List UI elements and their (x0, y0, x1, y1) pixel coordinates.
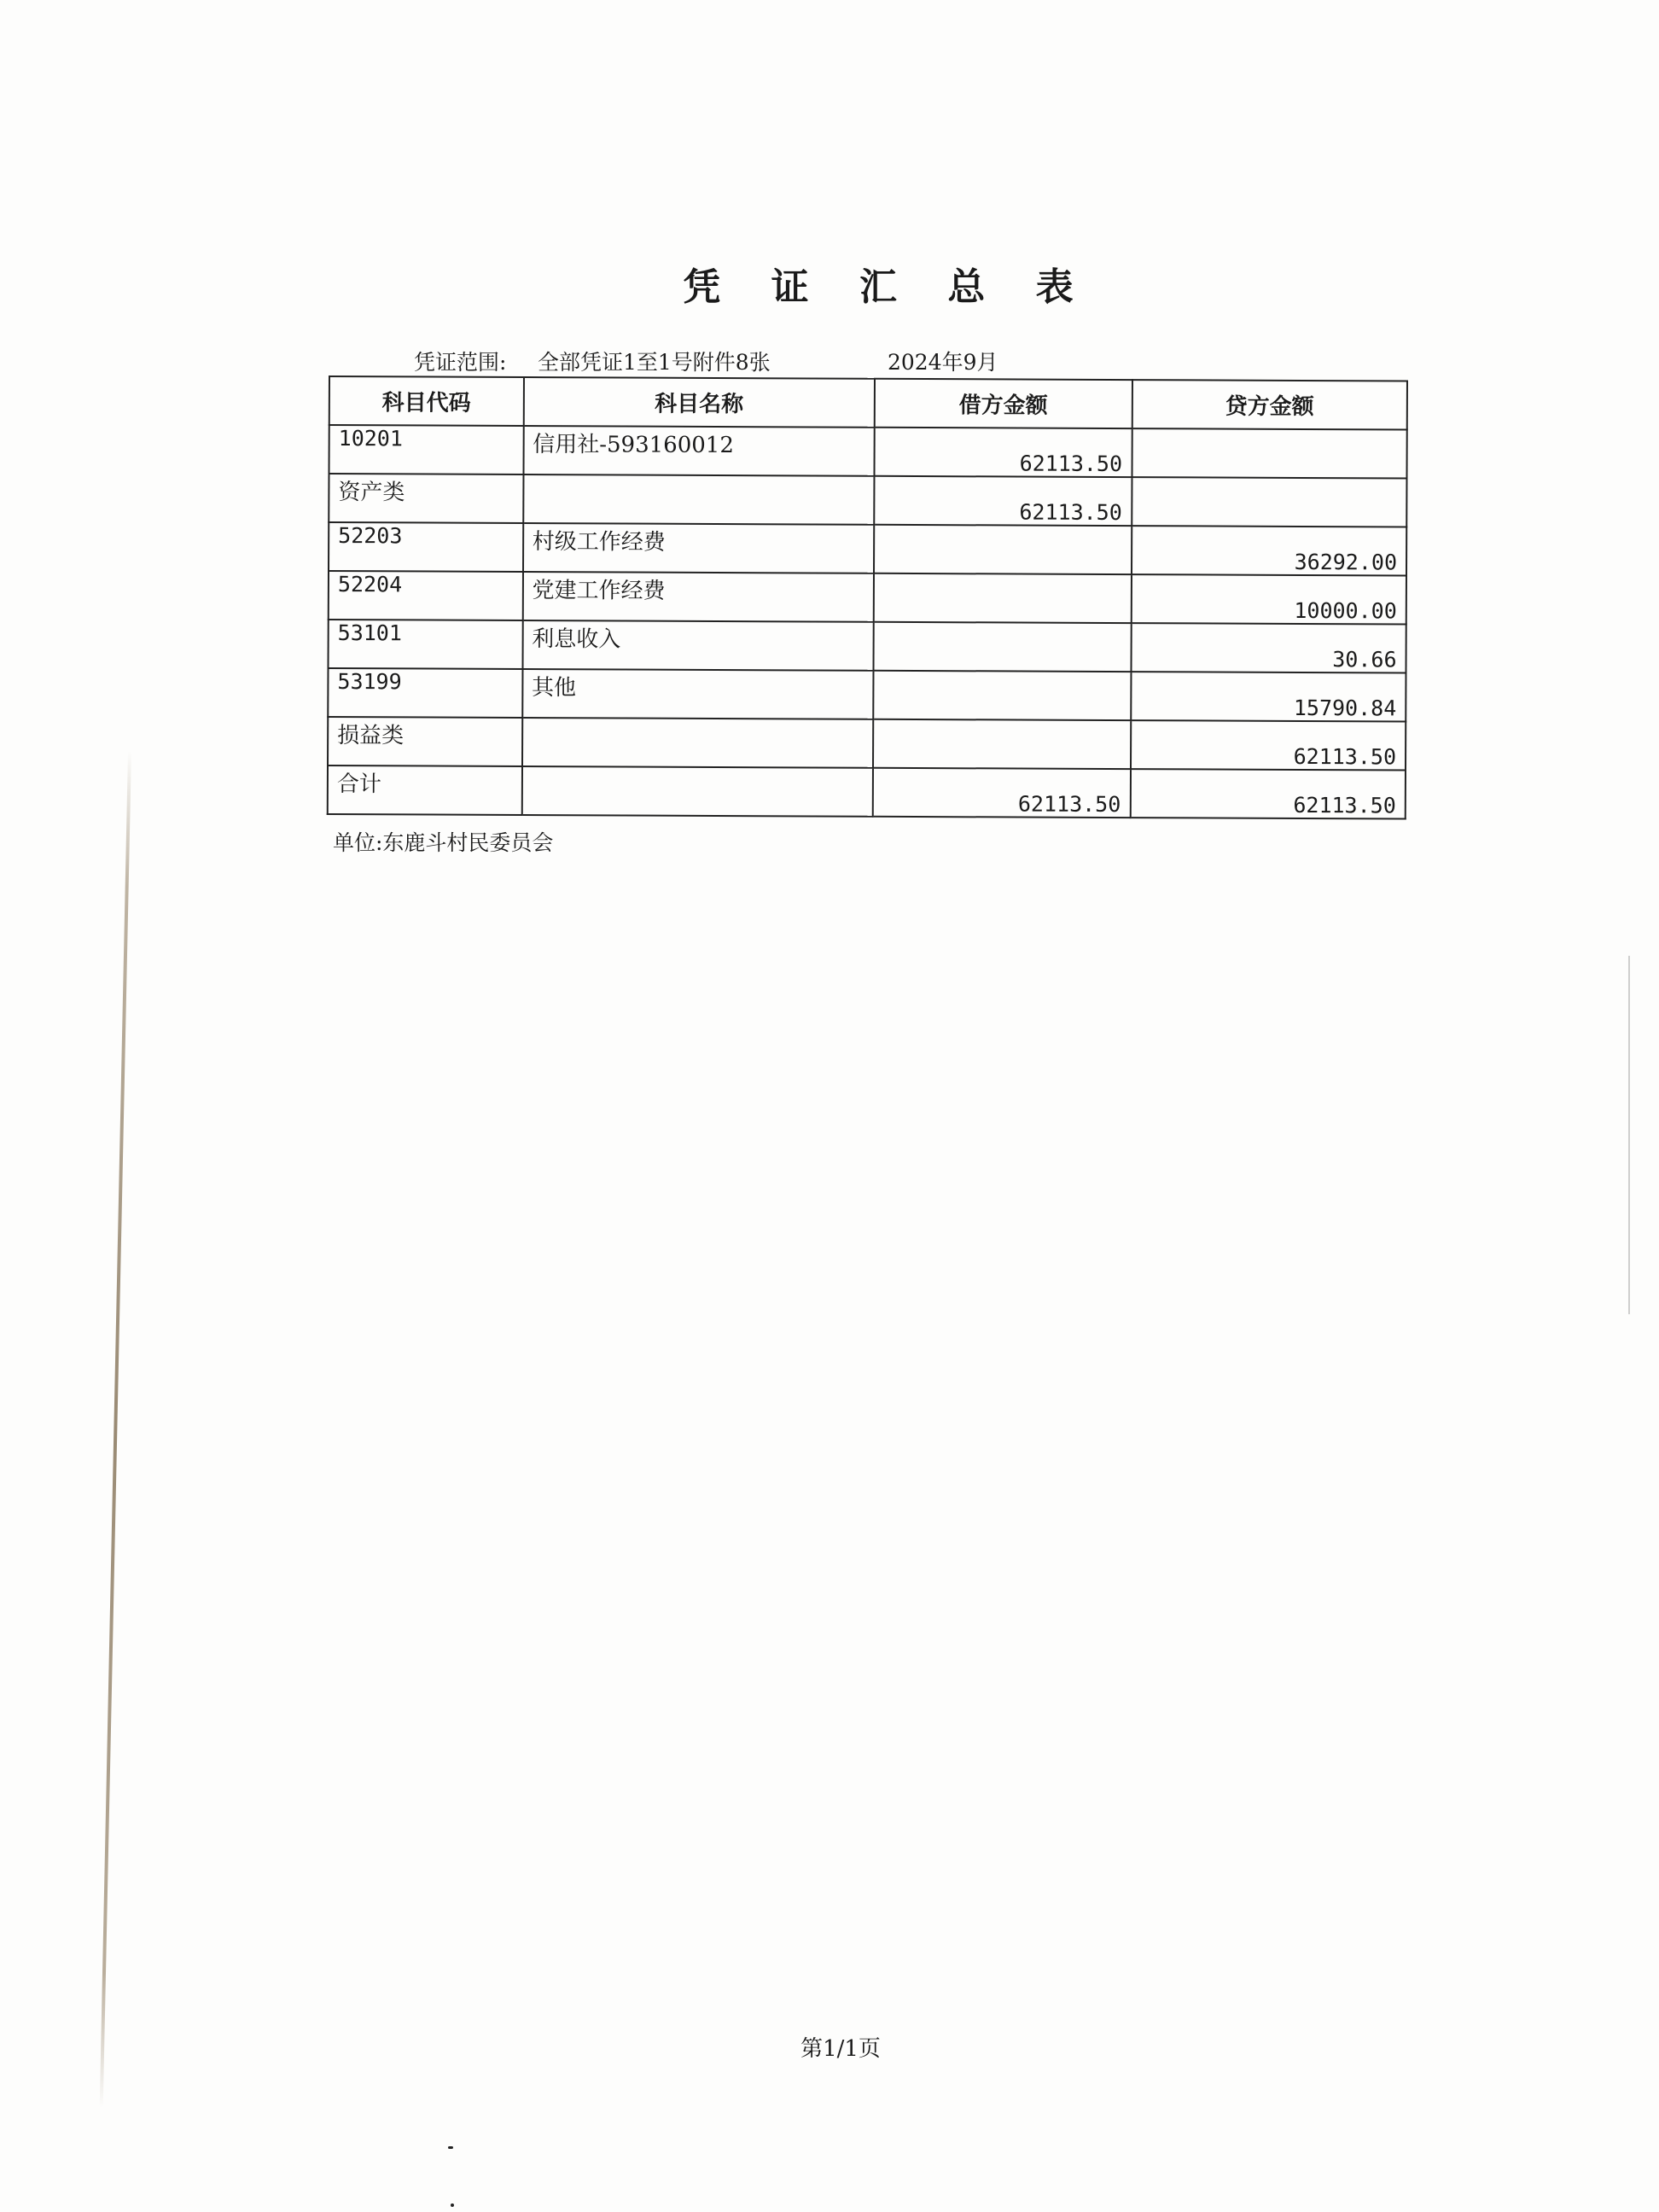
unit-organization: 单位:东鹿斗村民委员会 (333, 830, 554, 855)
account-name-cell (523, 474, 875, 525)
account-name-cell: 其他 (522, 669, 874, 719)
debit-amount-cell (874, 525, 1132, 574)
header-credit-amount: 贷方金额 (1132, 380, 1407, 429)
page-number: 第1/1页 (800, 2036, 881, 2062)
account-code-cell: 53199 (328, 668, 522, 718)
document-title: 凭 证 汇 总 表 (683, 265, 1092, 309)
header-debit-amount: 借方金额 (875, 379, 1132, 428)
credit-amount-cell: 36292.00 (1132, 526, 1407, 575)
voucher-range-label: 凭证范围: (414, 350, 507, 375)
scan-right-edge (1628, 956, 1630, 1314)
table-row (328, 717, 1406, 771)
account-code-cell: 52203 (329, 522, 523, 572)
credit-amount-cell: 62113.50 (1131, 720, 1406, 770)
account-code-cell: 10201 (329, 425, 523, 474)
scan-speck (451, 2203, 454, 2207)
table-row (329, 425, 1406, 479)
table-row (328, 668, 1406, 722)
table-header-row (329, 376, 1407, 430)
account-name-cell: 村级工作经费 (523, 523, 875, 573)
account-name-cell: 利息收入 (522, 620, 874, 671)
credit-amount-cell: 30.66 (1131, 623, 1406, 672)
debit-amount-cell: 62113.50 (873, 768, 1131, 818)
voucher-range-value: 全部凭证1至1号附件8张 (538, 350, 771, 375)
credit-amount-cell: 10000.00 (1131, 574, 1406, 624)
account-name-cell: 党建工作经费 (522, 572, 874, 622)
voucher-summary-table (327, 375, 1408, 820)
account-code-cell: 损益类 (328, 717, 522, 766)
account-code-cell: 52204 (329, 571, 523, 620)
table-row (329, 522, 1406, 576)
credit-amount-cell: 15790.84 (1131, 672, 1406, 721)
account-code-cell: 合计 (328, 765, 522, 815)
header-account-code: 科目代码 (329, 376, 524, 426)
scan-speck (448, 2146, 453, 2149)
debit-amount-cell: 62113.50 (874, 476, 1132, 526)
debit-amount-cell (873, 622, 1131, 672)
credit-amount-cell (1132, 477, 1407, 527)
account-name-cell (521, 766, 873, 817)
debit-amount-cell (873, 719, 1131, 769)
credit-amount-cell (1132, 428, 1407, 478)
account-name-cell (522, 718, 874, 768)
account-code-cell: 资产类 (329, 474, 523, 523)
scan-binding-edge (100, 751, 131, 2108)
table-row-total (328, 765, 1406, 819)
credit-amount-cell: 62113.50 (1130, 769, 1406, 818)
debit-amount-cell: 62113.50 (874, 428, 1132, 477)
account-name-cell: 信用社-593160012 (523, 426, 875, 476)
table-row (329, 474, 1406, 527)
header-account-name: 科目名称 (523, 377, 875, 428)
table-row (329, 620, 1406, 673)
debit-amount-cell (873, 671, 1131, 720)
table-row (329, 571, 1406, 625)
account-code-cell: 53101 (329, 620, 523, 669)
accounting-period: 2024年9月 (888, 350, 998, 375)
debit-amount-cell (874, 573, 1132, 623)
